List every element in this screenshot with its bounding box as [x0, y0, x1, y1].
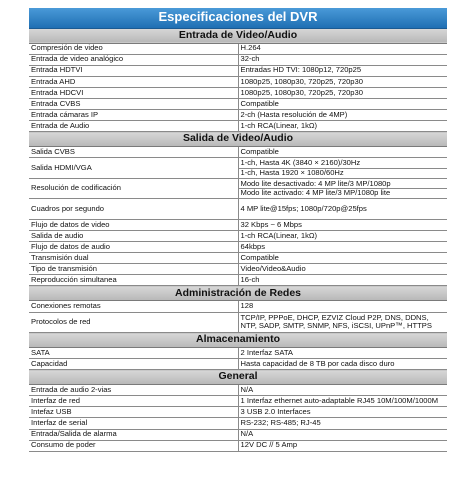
spec-value-line: 16-ch [240, 275, 260, 285]
spec-value [238, 264, 447, 275]
spec-row [29, 110, 447, 121]
spec-label: Entrada/Salida de alarma [29, 429, 238, 440]
spec-label: Entrada de video analógico [29, 54, 238, 65]
spec-label: Conexiones remotas [29, 301, 238, 312]
section-header-row [29, 28, 447, 43]
section-header-row [29, 286, 447, 301]
spec-value-line: 1080p25, 1080p30, 720p25, 720p30 [240, 76, 363, 86]
spec-value [238, 440, 447, 451]
spec-value [238, 275, 447, 286]
spec-value-line: 64kbps [240, 241, 265, 251]
spec-row [29, 429, 447, 440]
spec-label: Salida CVBS [29, 147, 238, 158]
spec-value-line: 2-ch (Hasta resolución de 4MP) [240, 109, 348, 119]
spec-value-line: 2 Interfaz SATA [240, 347, 293, 357]
spec-value-line: Compatible [240, 98, 279, 108]
spec-label: Interfaz de serial [29, 418, 238, 429]
spec-row [29, 275, 447, 286]
spec-value [238, 65, 447, 76]
spec-value [238, 312, 447, 333]
spec-label: Compresión de video [29, 43, 238, 54]
table-title: Especificaciones del DVR [29, 8, 447, 28]
spec-label: Capacidad [29, 359, 238, 370]
spec-label: Salida HDMI/VGA [29, 158, 238, 179]
spec-value-line: 12V DC // 5 Amp [240, 440, 298, 450]
spec-table [29, 8, 447, 452]
spec-row [29, 301, 447, 312]
spec-value-line: 32 Kbps ~ 6 Mbps [240, 219, 302, 229]
spec-label: Reproducción simultanea [29, 275, 238, 286]
spec-value [238, 87, 447, 98]
spec-row [29, 121, 447, 132]
spec-value [238, 230, 447, 241]
spec-value-line: RS-232; RS-485; RJ-45 [240, 418, 321, 428]
spec-value-line: 1080p25, 1080p30, 720p25, 720p30 [240, 87, 363, 97]
spec-value [238, 253, 447, 264]
spec-value-line: Hasta capacidad de 8 TB por cada disco duro [240, 358, 395, 368]
spec-row [29, 230, 447, 241]
spec-value-line: 32-ch [240, 54, 260, 64]
spec-label: Intefaz USB [29, 407, 238, 418]
spec-label: Cuadros por segundo [29, 199, 238, 220]
spec-value [238, 301, 447, 312]
spec-value [238, 385, 447, 396]
spec-value-line: Compatible [240, 147, 279, 157]
spec-row [29, 147, 447, 158]
section-heading: Entrada de Video/Audio [29, 28, 447, 43]
spec-value-line: N/A [240, 384, 254, 394]
spec-row [29, 219, 447, 230]
spec-label: Salida de audio [29, 230, 238, 241]
spec-label: Resolución de codificación [29, 178, 238, 199]
spec-label: Entrada HDTVI [29, 65, 238, 76]
spec-row [29, 396, 447, 407]
spec-row [29, 264, 447, 275]
spec-row [29, 418, 447, 429]
spec-value [238, 110, 447, 121]
spec-value [238, 54, 447, 65]
spec-value [238, 147, 447, 158]
spec-value-line: H.264 [240, 43, 261, 53]
spec-table-body [29, 8, 447, 451]
spec-value [238, 396, 447, 407]
spec-value-line: N/A [240, 429, 254, 439]
spec-row [29, 348, 447, 359]
section-header-row [29, 132, 447, 147]
spec-value-line: TCP/IP, PPPoE, DHCP, EZVIZ Cloud P2P, DNS, DDNS, NTP, SADP, SMTP, SNMP, NFS, iSCSI, UPnP™, HTTPS [240, 312, 432, 331]
spec-value-line: Video/Video&Audio [240, 264, 306, 274]
spec-value [238, 407, 447, 418]
spec-row [29, 385, 447, 396]
spec-value [238, 242, 447, 253]
spec-row [29, 359, 447, 370]
spec-value-line: 3 USB 2.0 Interfaces [240, 407, 311, 417]
spec-label: SATA [29, 348, 238, 359]
section-header-row [29, 333, 447, 348]
spec-row [29, 87, 447, 98]
spec-row [29, 158, 447, 179]
spec-value-line: 1-ch, Hasta 4K (3840 × 2160)/30Hz [240, 158, 361, 168]
spec-label: Tipo de transmisión [29, 264, 238, 275]
spec-label: Flujo de datos de video [29, 219, 238, 230]
spec-row [29, 65, 447, 76]
spec-value [238, 121, 447, 132]
spec-label: Entrada CVBS [29, 98, 238, 109]
spec-value [238, 359, 447, 370]
spec-label: Consumo de poder [29, 440, 238, 451]
spec-value [238, 418, 447, 429]
spec-row [29, 178, 447, 199]
spec-value-line: 4 MP lite@15fps; 1080p/720p@25fps [240, 203, 367, 213]
spec-value [238, 98, 447, 109]
spec-label: Protocolos de red [29, 312, 238, 333]
spec-value [238, 429, 447, 440]
spec-row [29, 76, 447, 87]
spec-row [29, 54, 447, 65]
spec-value-line: Modo lite activado: 4 MP lite/3 MP/1080p lite [239, 188, 448, 198]
spec-value-line: 1-ch, Hasta 1920 × 1080/60Hz [239, 168, 448, 178]
section-header-row [29, 370, 447, 385]
spec-value-line: Modo lite desactivado: 4 MP lite/3 MP/1080p [240, 178, 391, 188]
spec-value [238, 158, 447, 179]
spec-label: Interfaz de red [29, 396, 238, 407]
spec-label: Entrada cámaras IP [29, 110, 238, 121]
spec-label: Entrada AHD [29, 76, 238, 87]
spec-label: Entrada HDCVI [29, 87, 238, 98]
section-heading: General [29, 370, 447, 385]
spec-value [238, 76, 447, 87]
spec-value-line: Entradas HD TVI: 1080p12, 720p25 [240, 65, 362, 75]
spec-row [29, 199, 447, 220]
spec-value-line: Compatible [240, 252, 279, 262]
spec-row [29, 253, 447, 264]
spec-value [238, 43, 447, 54]
spec-value [238, 348, 447, 359]
spec-value-line: 128 [240, 301, 254, 311]
spec-row [29, 312, 447, 333]
section-heading: Almacenamiento [29, 333, 447, 348]
spec-label: Entrada de audio 2-vias [29, 385, 238, 396]
spec-value-line: 1-ch RCA(Linear, 1kΩ) [240, 230, 318, 240]
section-heading: Administración de Redes [29, 286, 447, 301]
spec-row [29, 440, 447, 451]
spec-row [29, 43, 447, 54]
spec-value [238, 199, 447, 220]
spec-label: Flujo de datos de audio [29, 242, 238, 253]
spec-row [29, 407, 447, 418]
spec-value [238, 219, 447, 230]
spec-value-line: 1 Interfaz ethernet auto-adaptable RJ45 10M/100M/1000M [240, 396, 439, 406]
spec-label: Entrada de Audio [29, 121, 238, 132]
title-row [29, 8, 447, 28]
section-heading: Salida de Video/Audio [29, 132, 447, 147]
spec-label: Transmisión dual [29, 253, 238, 264]
spec-value [238, 178, 447, 199]
spec-value-line: 1-ch RCA(Linear, 1kΩ) [240, 120, 318, 130]
spec-row [29, 98, 447, 109]
spec-row [29, 242, 447, 253]
